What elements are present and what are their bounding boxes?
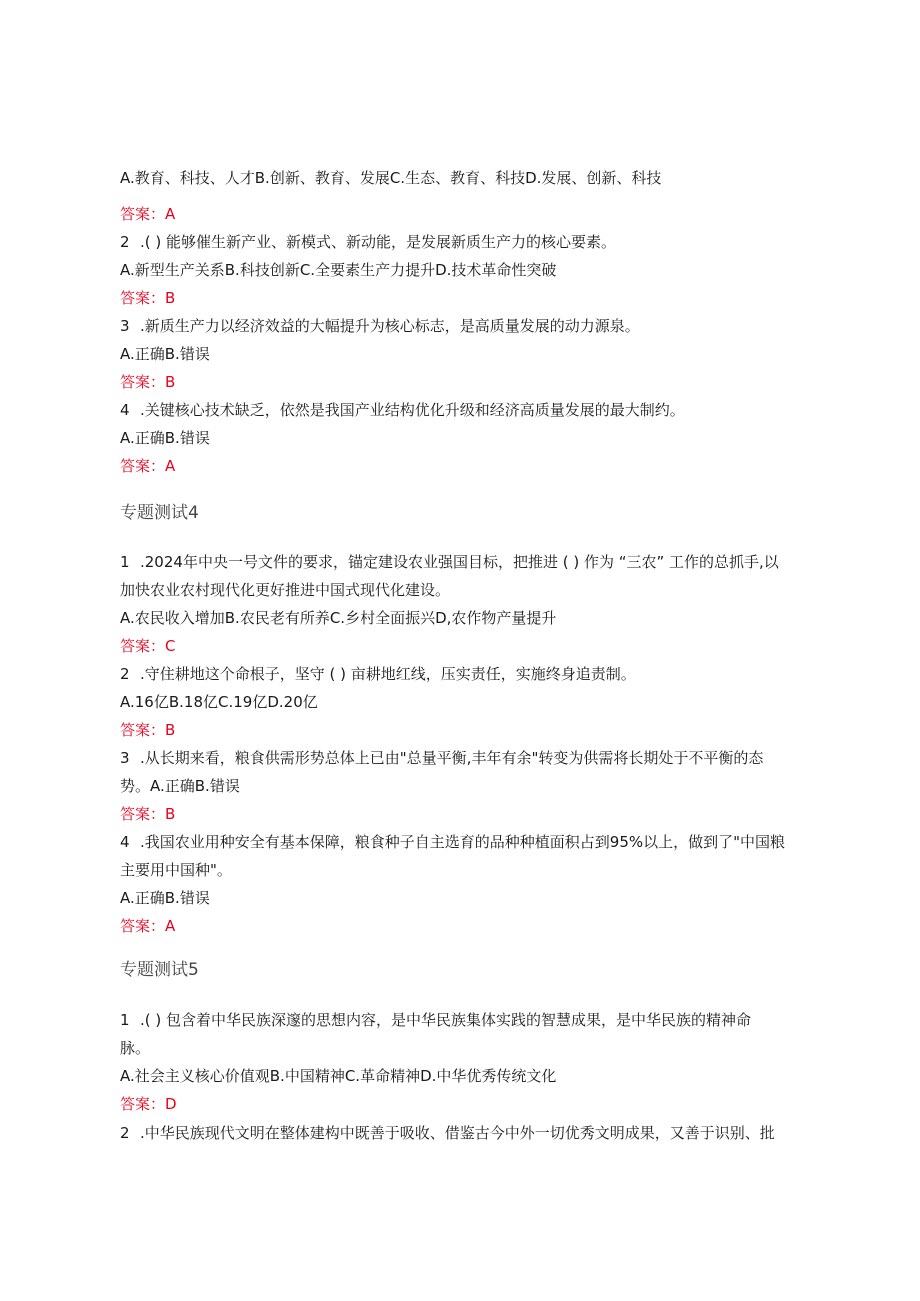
question-line	[120, 746, 763, 770]
question-text: .中华民族现代文明在整体建构中既善于吸收、借鉴古今中外一切优秀文明成果，又善于识别、批	[140, 1124, 775, 1142]
answer-line: 答案：B	[120, 289, 176, 307]
question-number: 1	[120, 553, 130, 571]
question-text: .我国农业用种安全有基本保障，粮食种子自主选育的品种种植面积占到95%以上，做到了"中国粮	[140, 833, 786, 851]
option-line: A.正确B.错误	[120, 429, 210, 447]
answer-line: 答案：A	[120, 917, 176, 935]
question-text: .守住耕地这个命根子，坚守 ( ) 亩耕地红线，压实责任，实施终身追责制。	[140, 665, 636, 683]
question-line	[120, 230, 616, 254]
question-continuation: 脉。	[120, 1039, 151, 1057]
question-continuation: 势。A.正确B.错误	[120, 777, 240, 795]
option-line: A.正确B.错误	[120, 345, 210, 363]
answer-line: 答案：A	[120, 457, 176, 475]
answer-line: 答案：D	[120, 1095, 177, 1113]
option-line: A.16亿B.18亿C.19亿D.20亿	[120, 693, 318, 711]
option-line: A.社会主义核心价值观B.中国精神C.革命精神D.中华优秀传统文化	[120, 1067, 557, 1085]
question-continuation: 主要用中国种"。	[120, 861, 232, 879]
section-heading: 专题测试5	[120, 960, 199, 980]
question-text: .( ) 包含着中华民族深邃的思想内容，是中华民族集体实践的智慧成果，是中华民族的精神命	[140, 1011, 752, 1029]
question-number: 1	[120, 1011, 130, 1029]
question-text: .( ) 能够催生新产业、新模式、新动能，是发展新质生产力的核心要素。	[140, 233, 617, 251]
answer-line: 答案：C	[120, 637, 176, 655]
question-line	[120, 398, 685, 422]
question-text: .关键核心技术缺乏，依然是我国产业结构优化升级和经济高质量发展的最大制约。	[140, 401, 685, 419]
question-continuation: 加快农业农村现代化更好推进中国式现代化建设。	[120, 581, 451, 599]
question-line	[120, 830, 785, 854]
question-number: 4	[120, 401, 130, 419]
question-number: 3	[120, 317, 130, 335]
option-line: A.新型生产关系B.科技创新C.全要素生产力提升D.技术革命性突破	[120, 261, 557, 279]
question-number: 3	[120, 749, 130, 767]
question-number: 2	[120, 1124, 130, 1142]
question-number: 4	[120, 833, 130, 851]
question-line	[120, 1008, 751, 1032]
answer-line: 答案：B	[120, 721, 176, 739]
answer-line: 答案：A	[120, 205, 176, 223]
section-heading: 专题测试4	[120, 503, 199, 523]
question-line	[120, 550, 779, 574]
question-number: 2	[120, 233, 130, 251]
question-text: .从长期来看，粮食供需形势总体上已由"总量平衡,丰年有余"转变为供需将长期处于不平衡的态	[140, 749, 764, 767]
answer-line: 答案：B	[120, 373, 176, 391]
question-number: 2	[120, 665, 130, 683]
question-line	[120, 662, 636, 686]
option-line: A.农民收入增加B.农民老有所养C.乡村全面振兴D,农作物产量提升	[120, 609, 557, 627]
question-text: .新质生产力以经济效益的大幅提升为核心标志，是高质量发展的动力源泉。	[140, 317, 640, 335]
question-line	[120, 314, 640, 338]
question-line	[120, 1121, 775, 1145]
question-text: .2024年中央一号文件的要求，锚定建设农业强国目标，把推进 ( ) 作为 “三农” 工作的总抓手,以	[140, 553, 779, 571]
answer-line: 答案：B	[120, 805, 176, 823]
option-line: A.教育、科技、人才B.创新、教育、发展C.生态、教育、科技D.发展、创新、科技	[120, 169, 662, 187]
option-line: A.正确B.错误	[120, 889, 210, 907]
